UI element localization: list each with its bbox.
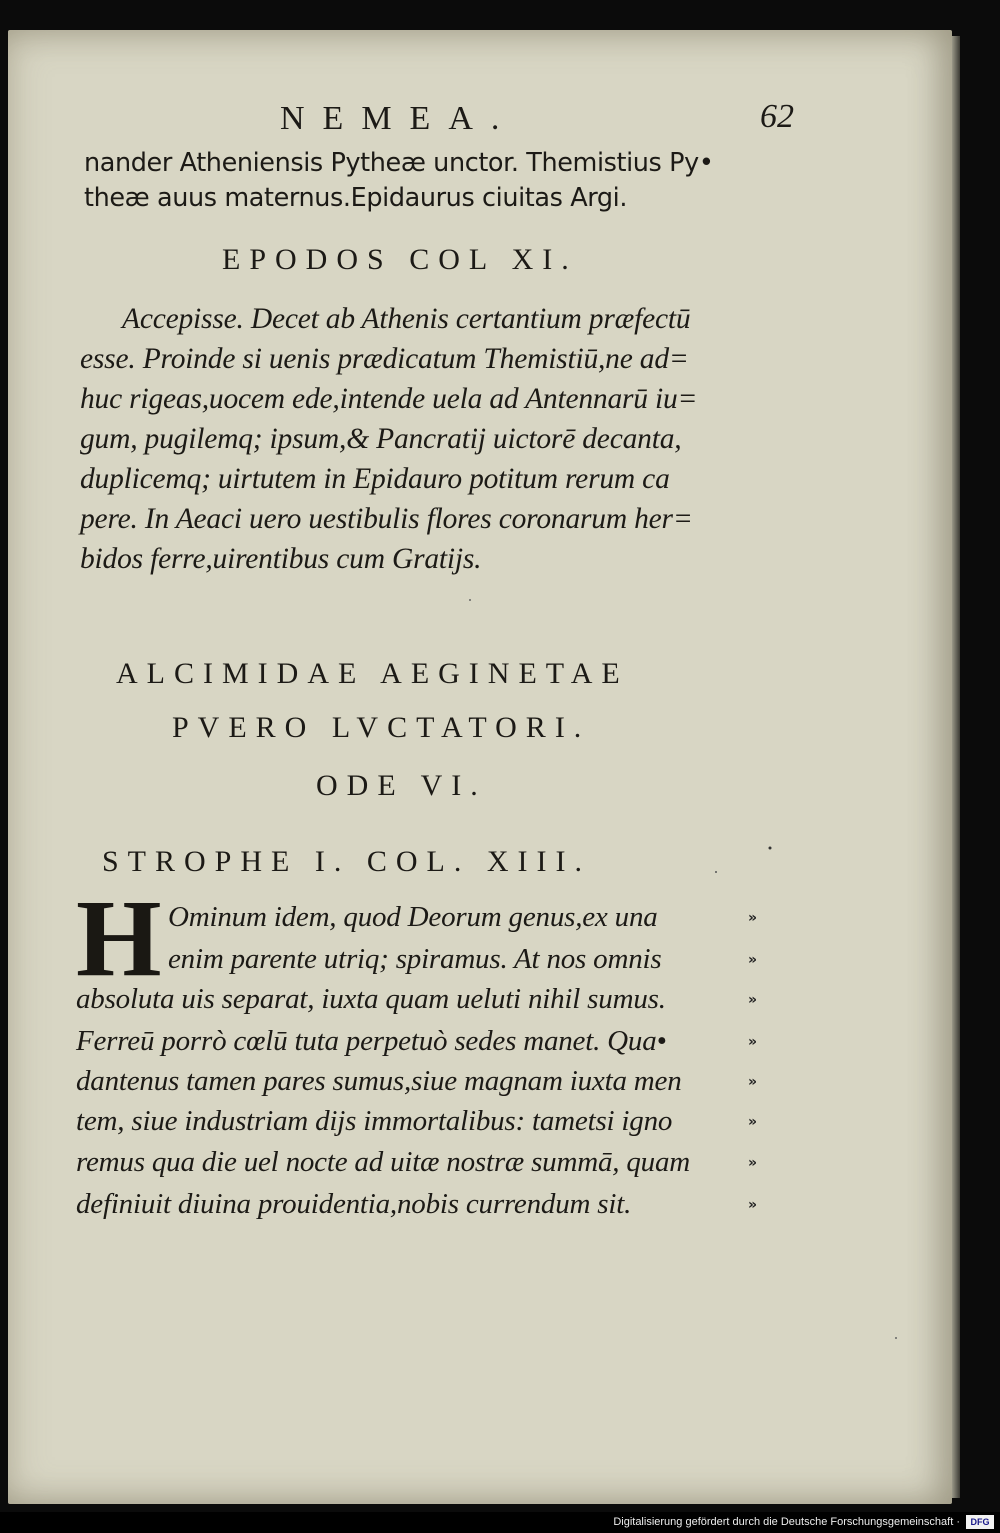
quote-marker: » — [748, 952, 758, 968]
strophe-line: enim parente utriq; spiramus. At nos omnis — [168, 943, 662, 975]
strophe-heading: STROPHE I. COL. XIII. — [102, 845, 591, 878]
ode-title-line1: ALCIMIDAE AEGINETAE — [116, 657, 629, 690]
strophe-line: Ferreū porrò cœlū tuta perpetuò sedes manet. Qua• — [76, 1025, 667, 1057]
strophe-line: dantenus tamen pares sumus,siue magnam iuxta men — [76, 1065, 682, 1097]
dfg-logo: DFG — [966, 1515, 994, 1529]
epodos-line: esse. Proinde si uenis prædicatum Themistiū,ne ad= — [80, 343, 689, 375]
epodos-line: huc rigeas,uocem ede,intende uela ad Antennarū iu= — [80, 383, 698, 415]
strophe-line: absoluta uis separat, iuxta quam ueluti nihil sumus. — [76, 983, 666, 1015]
epodos-heading: EPODOS COL XI. — [222, 243, 578, 276]
strophe-line: definiuit diuina prouidentia,nobis currendum sit. — [76, 1188, 632, 1220]
drop-cap: H — [76, 877, 162, 999]
page-number: 62 — [760, 98, 794, 135]
quote-marker: » — [748, 1074, 758, 1090]
running-head: NEMEA. — [280, 100, 518, 137]
note-line: nander Atheniensis Pytheæ unctor. Themistius Py• — [84, 148, 714, 178]
ode-title-line2: PVERO LVCTATORI. — [172, 711, 591, 744]
quote-marker: » — [748, 1155, 758, 1171]
epodos-line: duplicemq; uirtutem in Epidauro potitum rerum ca — [80, 463, 670, 495]
strophe-line: tem, siue industriam dijs immortalibus: tametsi igno — [76, 1105, 673, 1137]
strophe-line: remus qua die uel nocte ad uitæ nostræ summā, quam — [76, 1146, 691, 1178]
epodos-line: Accepisse. Decet ab Athenis certantium præfectū — [122, 303, 691, 335]
epodos-line: pere. In Aeaci uero uestibulis flores coronarum her= — [80, 503, 693, 535]
epodos-line: bidos ferre,uirentibus cum Gratijs. — [80, 543, 482, 575]
strophe-line: Ominum idem, quod Deorum genus,ex una — [168, 901, 658, 933]
quote-marker: » — [748, 1197, 758, 1213]
quote-marker: » — [748, 910, 758, 926]
digitization-credit: Digitalisierung gefördert durch die Deutsche Forschungsgemeinschaft · — [613, 1516, 960, 1528]
quote-marker: » — [748, 992, 758, 1008]
epodos-line: gum, pugilemq; ipsum,& Pancratij uictorē decanta, — [80, 423, 682, 455]
quote-marker: » — [748, 1034, 758, 1050]
quote-marker: » — [748, 1114, 758, 1130]
note-line: theæ auus maternus.Epidaurus ciuitas Argi. — [84, 183, 628, 213]
ode-title-line3: ODE VI. — [316, 769, 487, 802]
